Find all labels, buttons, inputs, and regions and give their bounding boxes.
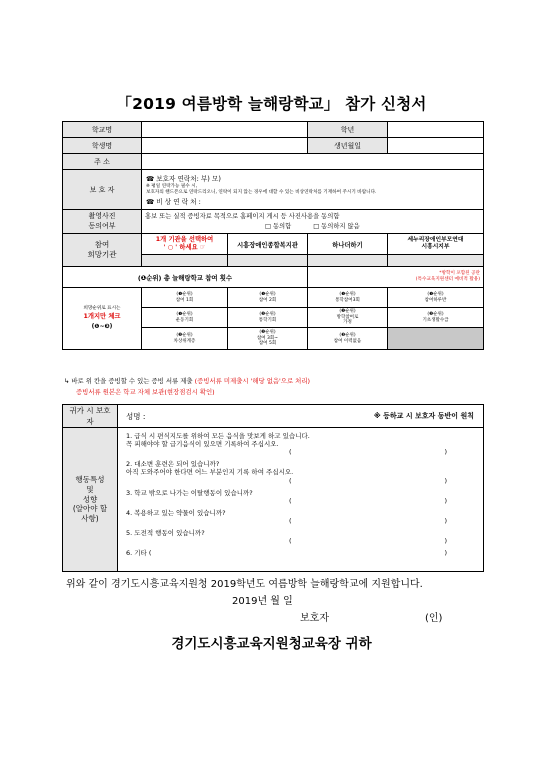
evidence-note-warning: (증빙서류 미제출시 '해당 없음'으로 처리) <box>194 377 311 385</box>
question-1: 1. 급식 시 편식지도를 위하여 모든 음식을 맛보게 하고 있습니다. <box>126 432 310 440</box>
answer-paren[interactable]: ( ) <box>289 496 447 505</box>
school-label: 학교명 <box>63 122 142 138</box>
question-2: 2. 대소변 훈련은 되어 있습니까? <box>126 460 220 469</box>
priority-cell[interactable]: (❸순위) 참여 이력없음 <box>333 332 362 344</box>
grade-label: 학년 <box>308 122 388 138</box>
priority-cell[interactable]: (❶순위) 참여 1회 <box>175 291 194 303</box>
guardian-behavior-table <box>62 404 484 572</box>
priority-cell-empty <box>388 328 484 350</box>
evidence-note <box>64 376 504 385</box>
participation-count-label: (❶순위) 총 늘해랑학교 참여 횟수 <box>63 267 308 288</box>
priority-cell[interactable]: (❶순위) 통학참여3회 <box>335 291 360 303</box>
school-field[interactable] <box>142 122 308 138</box>
answer-paren[interactable]: ( ) <box>289 536 447 545</box>
answer-paren[interactable]: ( ) <box>289 476 447 485</box>
seal-mark[interactable]: (인) <box>425 613 443 624</box>
preference-label: 희망순위로 표시는 <box>83 306 121 312</box>
priority-cell[interactable]: (❷순위) 기초생활수급 <box>422 311 449 323</box>
guardian-label: 보 호 자 <box>63 170 142 210</box>
priority-cell[interactable]: (❶순위) 운동기회 <box>175 311 194 323</box>
priority-cell[interactable]: (❷순위) 참여 3회~ 참여 5회 <box>256 329 279 347</box>
institution-option-3[interactable]: 세누리장애인부모연대 시흥시지부 <box>388 234 484 255</box>
institution-option-2[interactable]: 하나더하기 <box>308 234 388 255</box>
student-label: 학생명 <box>63 138 142 154</box>
student-field[interactable] <box>142 138 308 154</box>
disagree-checkbox[interactable]: □ 동의하지 않음 <box>313 222 360 230</box>
priority-cell[interactable]: (❷순위) 방학참여로 가정 <box>336 308 359 326</box>
address-field[interactable] <box>142 154 484 170</box>
application-date: 2019년 월 일 <box>232 596 293 607</box>
guardian-note: ※ 평일 연락가능 필수 시, 보호자의 핸드폰으로 연락드리오니, 연락이 되지 않는 경우에 대할 수 있는 비상연락처를 기재하여 주시기 바랍니다. <box>146 183 377 195</box>
institution-option-1[interactable]: 시흥장애인종합복지관 <box>228 234 308 255</box>
institution-check-1[interactable] <box>228 255 308 267</box>
agree-checkbox[interactable]: □ 동의함 <box>265 222 292 230</box>
question-2-detail: 아직 도와주어야 한다면 어느 부분인지 기록 하여 주십시오. <box>126 468 294 477</box>
institution-check-2[interactable] <box>308 255 388 267</box>
evidence-original-note: 증빙서류 원본은 학교 자체 보관(현장점검시 확인) <box>76 388 215 396</box>
grade-field[interactable] <box>388 122 484 138</box>
question-4: 4. 복용하고 있는 약물이 있습니까? <box>126 508 226 517</box>
answer-paren-close[interactable]: ) <box>444 548 447 557</box>
select-spacer <box>142 255 228 267</box>
priority-cell[interactable]: (❷순위) 통학기회 <box>258 311 277 323</box>
birth-field[interactable] <box>388 138 484 154</box>
behavior-questions[interactable] <box>118 428 484 572</box>
priority-cell[interactable]: (❶순위) 참여하루반 <box>424 291 447 303</box>
preference-range: (❶~❸) <box>91 322 113 330</box>
institution-check-3[interactable] <box>388 255 484 267</box>
preference-check-note: 1개지만 체크 <box>83 313 121 321</box>
guardian-phone: ☎ 보호자 연락처: 부) 모) <box>146 174 221 183</box>
application-statement: 위와 같이 경기도시흥교육지원청 2019학년도 여름방학 늘해랑학교에 지원합니다. <box>66 579 423 590</box>
page-title: 「2019 여름방학 늘해랑학교」 참가 신청서 <box>116 95 427 113</box>
institution-label: 참여 희망기관 <box>63 234 142 267</box>
question-1-detail: 꼭 피해야야 할 급기음식이 있으면 기록하여 주십시오. <box>126 440 279 449</box>
priority-cell[interactable]: (❶순위) 참여 2회 <box>258 291 277 303</box>
application-table <box>62 121 484 350</box>
photo-consent-label: 촬영사진 동의여부 <box>63 210 142 234</box>
question-6: 6. 기타 ( <box>126 548 152 557</box>
evidence-note-main: ↳ 바로 위 칸을 증빙할 수 있는 증빙 서류 제출 <box>64 377 195 385</box>
answer-paren[interactable]: ( ) <box>289 516 447 525</box>
guardian-name-label: 성명 : <box>126 411 146 421</box>
participation-count-note: *방학이 포함된 공란 (특수교육지원센터 예비적 활용) <box>308 267 484 288</box>
question-5: 5. 도전적 행동이 있습니까? <box>126 528 205 537</box>
guardian-rule-note: ※ 등하교 시 보호자 동반이 원칙 <box>373 411 474 420</box>
address-label: 주 소 <box>63 154 142 170</box>
photo-consent-text: 홍보 또는 실적 증빙자료 목적으로 홈페이지 게시 등 사진사용을 동의함 <box>145 213 340 221</box>
return-guardian-label: 귀가 시 보호자 <box>63 405 118 428</box>
select-instruction: 1개 기관을 선택하여 ' ○ ' 하세요 ☞ <box>142 234 228 255</box>
behavior-label: 행동특성 및 성향 (알아야 할 사항) <box>63 428 118 572</box>
guardian-field[interactable] <box>142 170 484 210</box>
birth-label: 생년월일 <box>308 138 388 154</box>
answer-paren[interactable]: ( ) <box>289 448 447 457</box>
priority-cell[interactable]: (❷순위) 차상위계층 <box>173 332 196 344</box>
addressee: 경기도시흥교육지원청교육장 귀하 <box>171 636 372 652</box>
emergency-phone: ☎ 비 상 연 락 처 : <box>146 198 201 207</box>
guardian-sign-label: 보호자 <box>300 613 329 624</box>
question-3: 3. 학교 밖으로 나가는 이탈행동이 있습니까? <box>126 488 253 497</box>
